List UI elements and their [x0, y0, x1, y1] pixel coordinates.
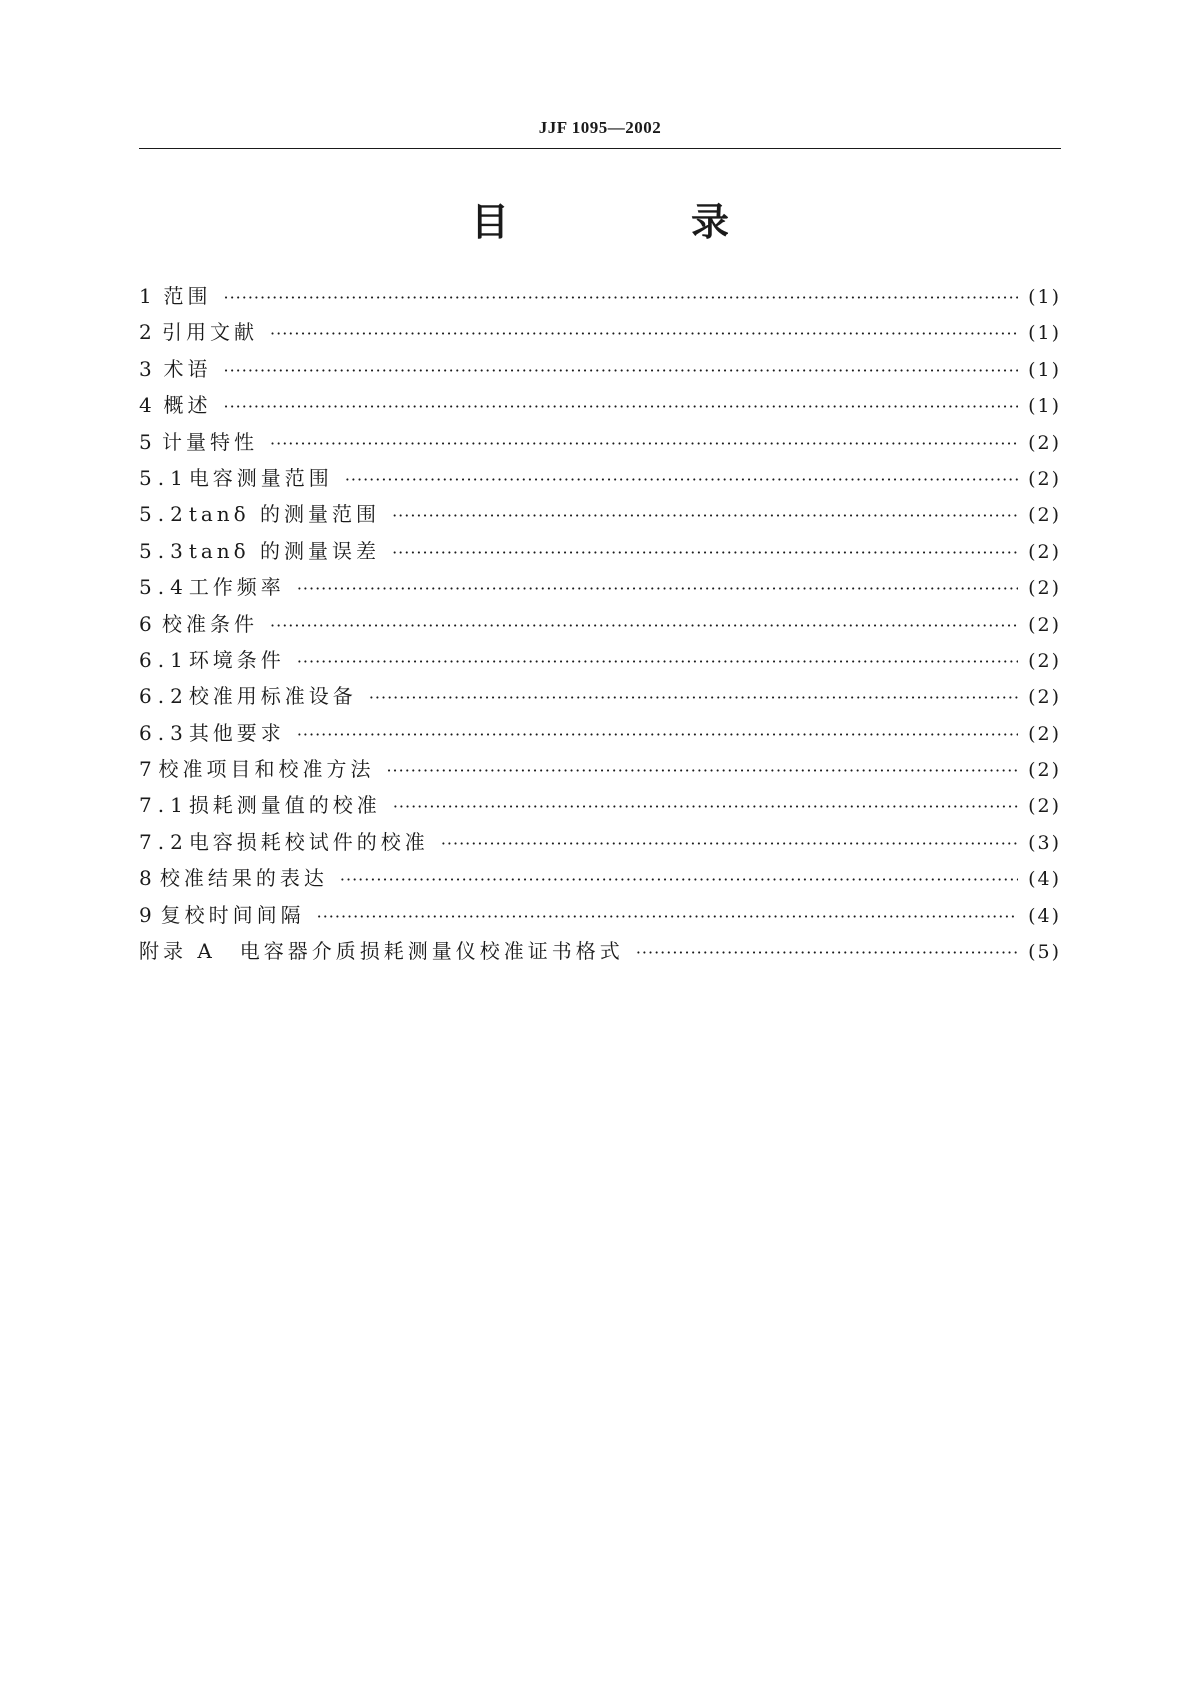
toc-entry-label: 术语 [163, 356, 212, 381]
toc-entry-number: 5.4 [139, 575, 189, 600]
toc-entry-number: 8 [139, 866, 158, 891]
toc-entry-label: 附录 A 电容器介质损耗测量仪校准证书格式 [139, 939, 624, 964]
toc-entry-page: (3) [1028, 831, 1061, 854]
toc-entry-page: (2) [1028, 431, 1061, 454]
toc-entry-label: 计量特性 [162, 429, 259, 454]
toc-entry-page: (2) [1028, 795, 1061, 818]
toc-entry-page: (2) [1028, 686, 1061, 709]
toc-entry-label: 校准项目和校准方法 [158, 757, 375, 782]
toc-leader-dots [317, 899, 1018, 935]
toc-leader-dots [392, 535, 1018, 571]
toc-entry-page: (1) [1028, 322, 1061, 345]
toc-entry-5-2[interactable] [139, 496, 1061, 532]
toc-entry-page: (4) [1028, 868, 1061, 891]
toc-entry-page: (2) [1028, 467, 1061, 490]
toc-entry-label: 概述 [163, 393, 212, 418]
toc-leader-dots [393, 789, 1018, 825]
toc-entry-page: (2) [1028, 649, 1061, 672]
toc-entry-5[interactable] [139, 424, 1061, 460]
toc-entry-page: (4) [1028, 904, 1061, 927]
toc-entry-page: (1) [1028, 395, 1061, 418]
toc-entry-number: 5.1 [139, 465, 189, 490]
toc-entry-7-2[interactable] [139, 824, 1061, 860]
toc-title: 目 录 [470, 200, 801, 244]
toc-leader-dots [392, 498, 1018, 534]
toc-leader-dots [270, 426, 1018, 462]
toc-entry-number: 1 [139, 284, 158, 308]
toc-entry-number: 7.2 [139, 829, 189, 854]
toc-entry-number: 7 [139, 757, 158, 782]
toc-entry-number: 4 [139, 393, 158, 418]
toc-entry-page: (2) [1028, 540, 1061, 563]
toc-entry-5-4[interactable] [139, 569, 1061, 605]
toc-leader-dots [297, 717, 1018, 753]
toc-entry-label: tanδ 的测量范围 [188, 502, 381, 527]
toc-leader-dots [386, 753, 1018, 789]
toc-leader-dots [340, 862, 1018, 898]
toc-leader-dots [636, 935, 1018, 971]
toc-entry-page: (2) [1028, 722, 1061, 745]
toc-entry-page: (1) [1028, 286, 1061, 308]
toc-entry-6-2[interactable] [139, 678, 1061, 714]
toc-entry-label: 损耗测量值的校准 [188, 793, 381, 818]
toc-leader-dots [223, 389, 1018, 425]
toc-entry-2[interactable] [139, 314, 1061, 350]
toc-entry-6-3[interactable] [139, 715, 1061, 751]
table-of-contents [139, 278, 1061, 969]
toc-entry-label: 复校时间间隔 [160, 902, 305, 927]
toc-entry-number: 5.3 [139, 538, 189, 563]
toc-entry-8[interactable] [139, 860, 1061, 896]
toc-entry-label: 电容损耗校试件的校准 [188, 829, 429, 854]
toc-entry-page: (2) [1028, 613, 1061, 636]
toc-entry-number: 6.2 [139, 684, 189, 709]
toc-leader-dots [270, 608, 1018, 644]
toc-entry-5-1[interactable] [139, 460, 1061, 496]
header-rule [139, 148, 1061, 149]
toc-entry-label: 引用文献 [162, 320, 259, 345]
toc-entry-number: 5.2 [139, 502, 189, 527]
toc-entry-label: 工作频率 [188, 575, 285, 600]
toc-entry-1[interactable] [139, 278, 1061, 314]
toc-entry-7[interactable] [139, 751, 1061, 787]
toc-entry-number: 5 [139, 429, 158, 454]
toc-entry-page: (2) [1028, 577, 1061, 600]
toc-entry-page: (2) [1028, 504, 1061, 527]
toc-entry-9[interactable] [139, 897, 1061, 933]
toc-entry-label: tanδ 的测量误差 [188, 538, 381, 563]
toc-leader-dots [223, 353, 1018, 389]
toc-entry-label: 校准用标准设备 [188, 684, 357, 709]
toc-entry-number: 6 [139, 611, 158, 636]
toc-entry-label: 环境条件 [188, 647, 285, 672]
toc-entry-appendix-a[interactable] [139, 933, 1061, 969]
toc-leader-dots [441, 826, 1018, 862]
toc-entry-page: (1) [1028, 358, 1061, 381]
toc-entry-4[interactable] [139, 387, 1061, 423]
toc-leader-dots [223, 280, 1018, 316]
toc-entry-7-1[interactable] [139, 787, 1061, 823]
toc-entry-5-3[interactable] [139, 533, 1061, 569]
toc-leader-dots [270, 316, 1018, 352]
toc-entry-number: 2 [139, 320, 158, 345]
toc-entry-label: 电容测量范围 [188, 465, 333, 490]
toc-leader-dots [369, 680, 1018, 716]
toc-entry-number: 9 [139, 902, 158, 927]
toc-entry-number: 6.1 [139, 647, 189, 672]
toc-entry-number: 6.3 [139, 720, 189, 745]
toc-entry-label: 其他要求 [188, 720, 285, 745]
document-code-header: JJF 1095—2002 [538, 118, 662, 137]
toc-entry-6[interactable] [139, 606, 1061, 642]
toc-entry-label: 校准结果的表达 [159, 866, 328, 891]
toc-entry-number: 3 [139, 356, 158, 381]
toc-leader-dots [345, 462, 1018, 498]
toc-entry-6-1[interactable] [139, 642, 1061, 678]
toc-entry-number: 7.1 [139, 793, 189, 818]
toc-entry-3[interactable] [139, 351, 1061, 387]
toc-leader-dots [297, 571, 1018, 607]
toc-entry-page: (2) [1028, 759, 1061, 782]
toc-entry-label: 校准条件 [162, 611, 259, 636]
toc-leader-dots [297, 644, 1018, 680]
toc-entry-label: 范围 [163, 284, 212, 308]
toc-entry-page: (5) [1028, 941, 1061, 964]
